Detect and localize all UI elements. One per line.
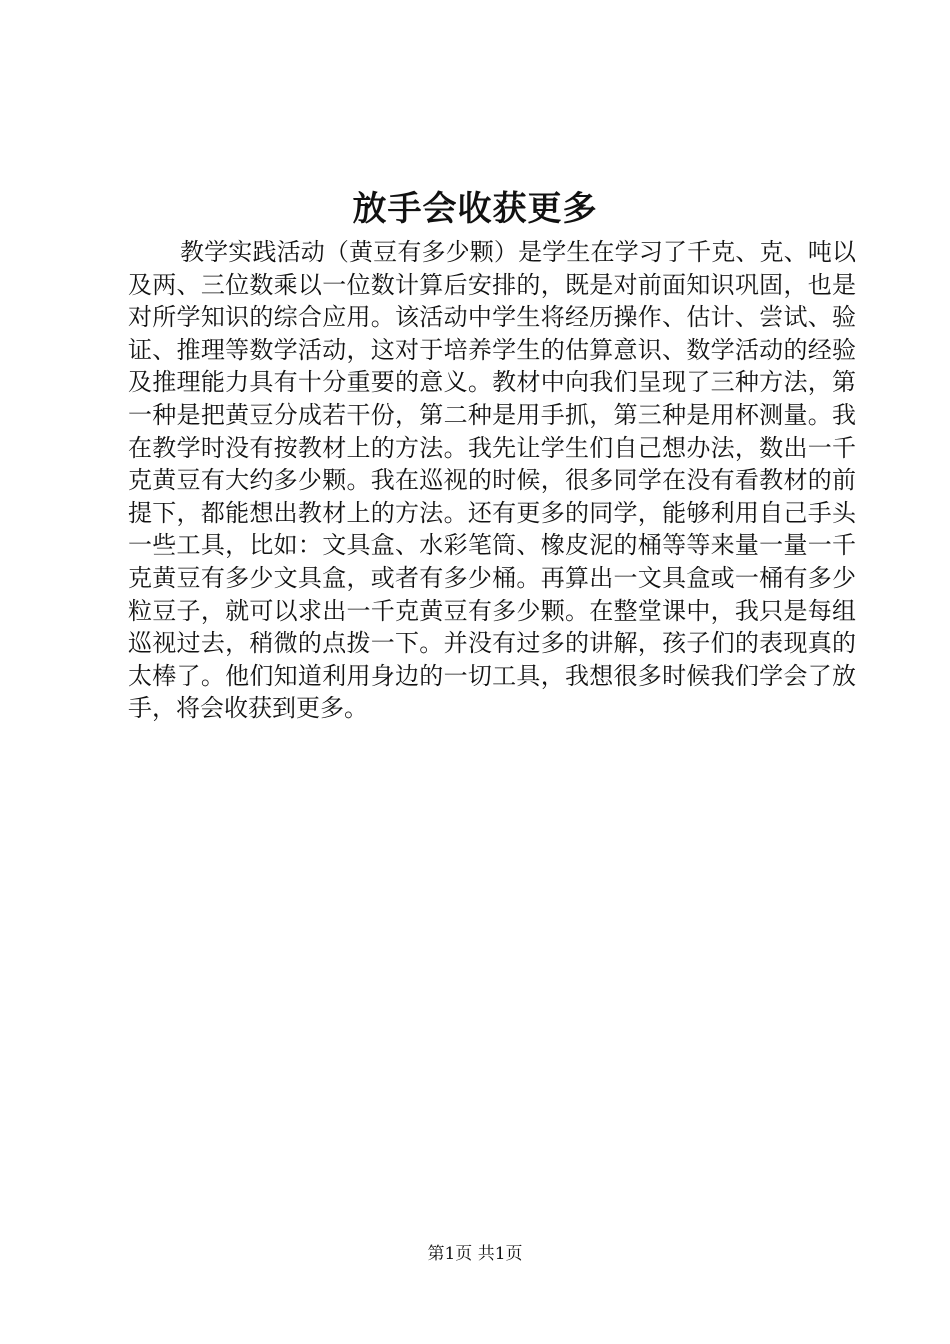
page-footer: 第1页 共1页 [427, 1244, 523, 1264]
body-paragraph: 教学实践活动（黄豆有多少颗）是学生在学习了千克、克、吨以及两、三位数乘以一位数计算后安排的，既是对前面知识巩固，也是对所学知识的综合应用。该活动中学生将经历操作、估计、尝试、验证、推理等数学活动，这对于培养学生的估算意识、数学活动的经验及推理能力具有十分重要的意义。教材中向我们呈现了三种方法，第一种是把黄豆分成若干份，第二种是用手抓，第三种是用杯测量。我在教学时没有按教材上的方法。我先让学生们自己想办法，数出一千克黄豆有大约多少颗。我在巡视的时候，很多同学在没有看教材的前提下，都能想出教材上的方法。还有更多的同学，能够利用自己手头一些工具，比如：文具盒、水彩笔筒、橡皮泥的桶等等来量一量一千克黄豆有多少文具盒，或者有多少桶。再算出一文具盒或一桶有多少粒豆子，就可以求出一千克黄豆有多少颗。在整堂课中，我只是每组巡视过去，稍微的点拨一下。并没有过多的讲解，孩子们的表现真的太棒了。他们知道利用身边的一切工具，我想很多时候我们学会了放手，将会收获到更多。 [128, 238, 856, 723]
document-title: 放手会收获更多 [352, 189, 598, 229]
